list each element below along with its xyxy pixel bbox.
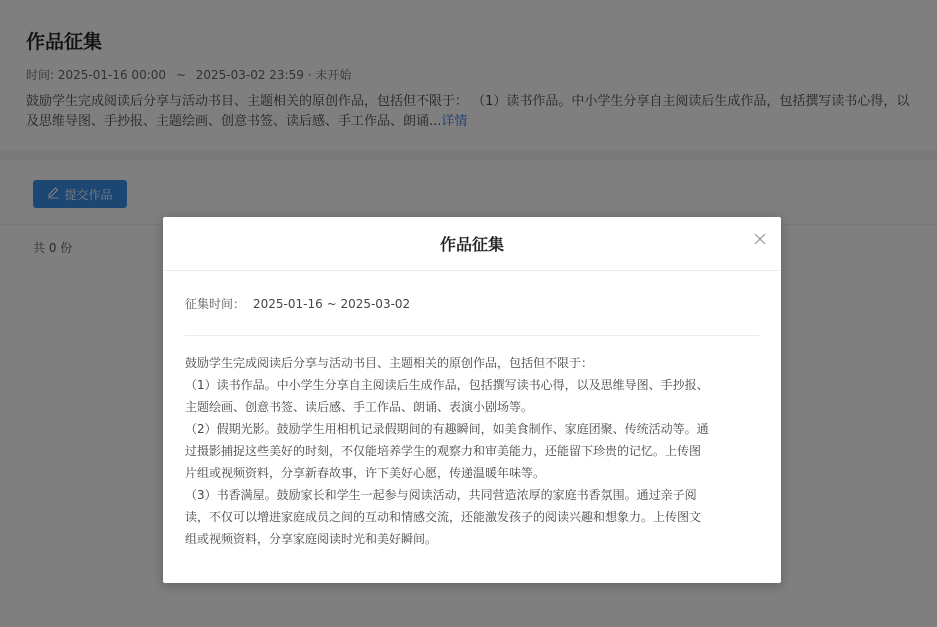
description-line: （1）读书作品。中小学生分享自主阅读后生成作品，包括撰写读书心得，以及思维导图、手抄报、 bbox=[185, 378, 709, 392]
modal-header bbox=[163, 217, 781, 271]
description-line: （3）书香满屋。鼓励家长和学生一起参与阅读活动，共同营造浓厚的家庭书香氛围。通过亲子阅 bbox=[185, 488, 697, 502]
description-line: 过摄影捕捉这些美好的时刻，不仅能培养学生的观察力和审美能力，还能留下珍贵的记忆。上传图 bbox=[185, 444, 702, 458]
modal-description bbox=[185, 352, 759, 550]
description-line: 片组或视频资料，分享新春故事，许下美好心愿，传递温暖年味等。 bbox=[185, 466, 546, 480]
period-value: 2025-01-16 ~ 2025-03-02 bbox=[253, 297, 411, 311]
modal-title: 作品征集 bbox=[439, 235, 504, 254]
collection-period bbox=[185, 295, 759, 313]
description-line: 组或视频资料，分享家庭阅读时光和美好瞬间。 bbox=[185, 532, 438, 546]
description-line: 读，不仅可以增进家庭成员之间的互动和情感交流，还能激发孩子的阅读兴趣和想象力。上传图文 bbox=[185, 510, 702, 524]
divider bbox=[185, 335, 759, 336]
description-line: 鼓励学生完成阅读后分享与活动书目、主题相关的原创作品，包括但不限于： bbox=[185, 356, 594, 370]
close-icon[interactable] bbox=[753, 231, 767, 245]
activity-detail-modal bbox=[163, 217, 781, 583]
description-line: 主题绘画、创意书签、读后感、手工作品、朗诵、表演小剧场等。 bbox=[185, 400, 534, 414]
modal-body bbox=[163, 295, 781, 550]
description-line: （2）假期光影。鼓励学生用相机记录假期间的有趣瞬间，如美食制作、家庭团聚、传统活动等。通 bbox=[185, 422, 709, 436]
period-label: 征集时间： bbox=[185, 297, 246, 311]
